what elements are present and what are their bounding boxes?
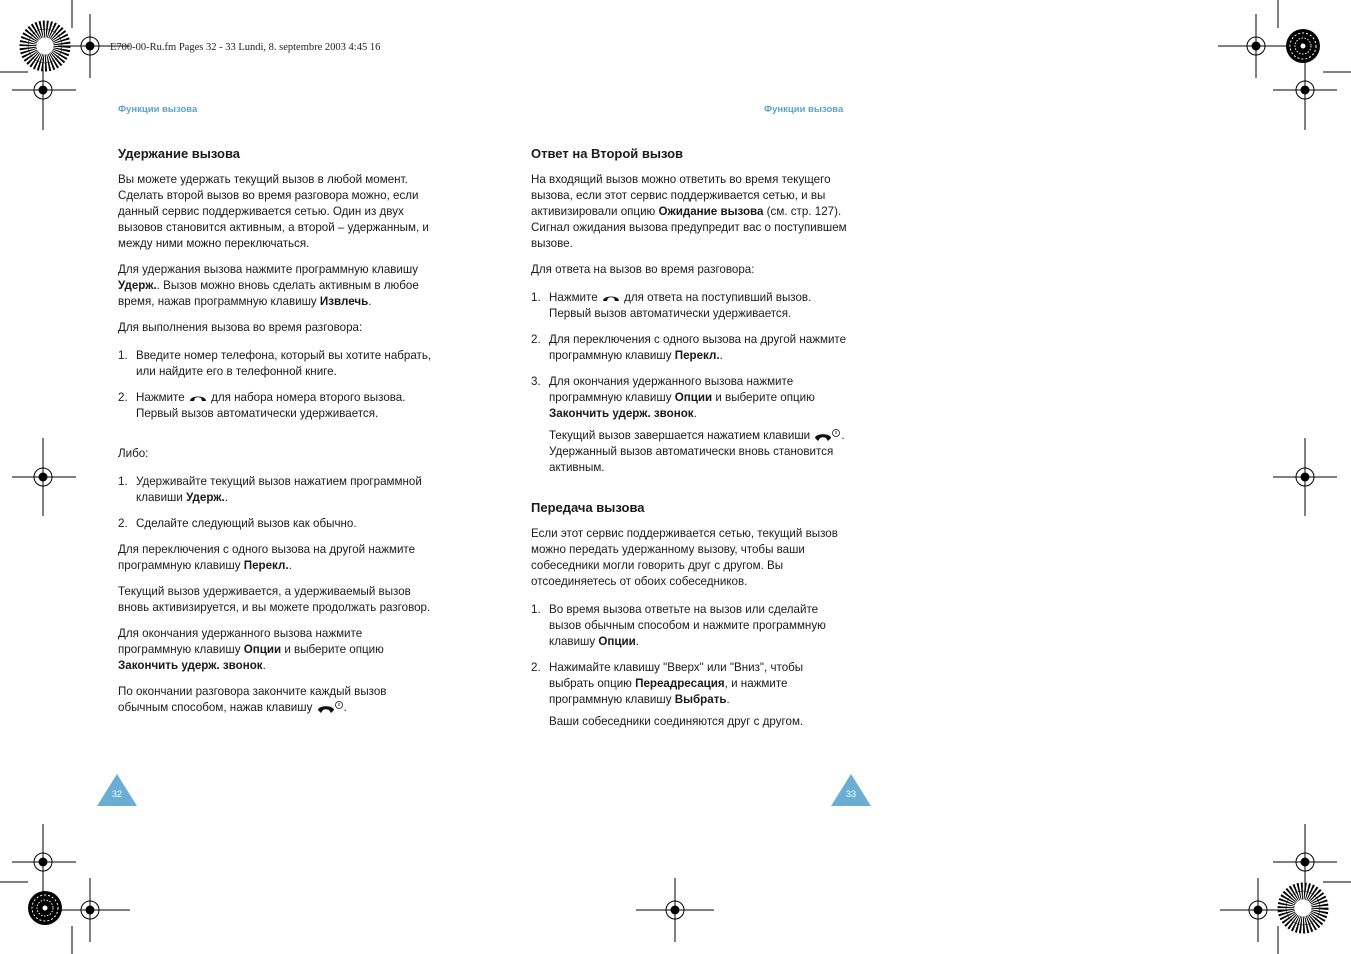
page-number-left: 32 (97, 774, 137, 806)
paragraph: Для окончания удержанного вызова нажмите программную клавишу Опции и выберите опцию Закончить удерж. звонок. (118, 627, 384, 672)
list-item: 2. Нажмите для набора номера второго вызова. Первый вызов автоматически удерживается. (118, 391, 406, 420)
frame-info: E700-00-Ru.fm Pages 32 - 33 Lundi, 8. septembre 2003 4:45 16 (110, 42, 381, 53)
right-column (531, 146, 849, 736)
section-title-transfer: Передача вызова (531, 500, 645, 516)
list-item: 3. Для окончания удержанного вызова нажмите программную клавишу Опции и выберите опцию Закончить удерж. звонок. (531, 375, 815, 420)
paragraph: Либо: (118, 447, 149, 460)
phone-send-icon (188, 393, 208, 403)
phone-send-icon (601, 293, 621, 303)
steps-list (118, 474, 438, 532)
list-item: 2. Нажимайте клавишу "Вверх" или "Вниз", чтобы выбрать опцию Переадресация, и нажмите программную клавишу Выбрать. (531, 661, 804, 707)
list-item: 1. Нажмите для ответа на поступивший вызов. Первый вызов автоматически удерживается. (531, 291, 812, 320)
paragraph: На входящий вызов можно ответить во время текущего вызова, если этот сервис поддерживается сетью, и вы активизировали опцию Ожидание вызова (см. стр. 127). Сигнал ожидания вызова предупредит вас о поступившем вызове. (531, 173, 847, 250)
page-number-right: 33 (831, 774, 871, 806)
list-item: 2. Сделайте следующий вызов как обычно. (118, 517, 357, 530)
steps-list (531, 602, 849, 708)
left-column (118, 146, 438, 726)
phone-end-icon (813, 428, 841, 444)
paragraph: Для удержания вызова нажмите программную клавишу Удерж.. Вызов можно вновь сделать активным в любое время, нажав программную клавишу Извлечь. (118, 263, 419, 308)
section-title-second-call: Ответ на Второй вызов (531, 146, 684, 161)
paragraph: Если этот сервис поддерживается сетью, текущий вызов можно передать удержанному вызову, чтобы ваши собеседники могли говорить друг с другом. Вы отсоединяетесь от обоих собеседников. (531, 527, 838, 589)
paragraph: Вы можете удержать текущий вызов в любой момент. Сделать второй вызов во время разговора можно, если данный сервис поддерживается сетью. Один из двух вызовов становится активным, а второй – удержанным, и между ними можно переключаться. (118, 173, 429, 250)
list-item: 1. Удерживайте текущий вызов нажатием программной клавиши Удерж.. (118, 475, 422, 504)
list-item: 1. Введите номер телефона, который вы хотите набрать, или найдите его в телефонной книге. (118, 349, 432, 378)
paragraph: Для переключения с одного вызова на другой нажмите программную клавишу Перекл.. (118, 543, 416, 572)
running-head-right: Функции вызова (764, 104, 844, 115)
steps-list (531, 290, 849, 422)
running-head-left: Функции вызова (118, 104, 198, 115)
sub-note: Ваши собеседники соединяются друг с другом. (549, 715, 804, 729)
steps-list (118, 348, 438, 422)
sub-note: Текущий вызов завершается нажатием клавиши . Удержанный вызов автоматически вновь становится активным. (549, 429, 845, 475)
list-item: 1. Во время вызова ответьте на вызов или сделайте вызов обычным способом и нажмите программную клавишу Опции. (531, 603, 826, 649)
paragraph: Для ответа на вызов во время разговора: (531, 263, 755, 276)
section-title-hold: Удержание вызова (118, 146, 241, 161)
paragraph: По окончании разговора закончите каждый вызов обычным способом, нажав клавишу . (118, 685, 387, 715)
phone-end-icon (316, 700, 344, 716)
paragraph: Для выполнения вызова во время разговора: (118, 321, 363, 334)
list-item: 2. Для переключения с одного вызова на другой нажмите программную клавишу Перекл.. (531, 333, 847, 362)
paragraph: Текущий вызов удерживается, а удерживаемый вызов вновь активизируется, и вы можете продолжать разговор. (118, 585, 431, 614)
